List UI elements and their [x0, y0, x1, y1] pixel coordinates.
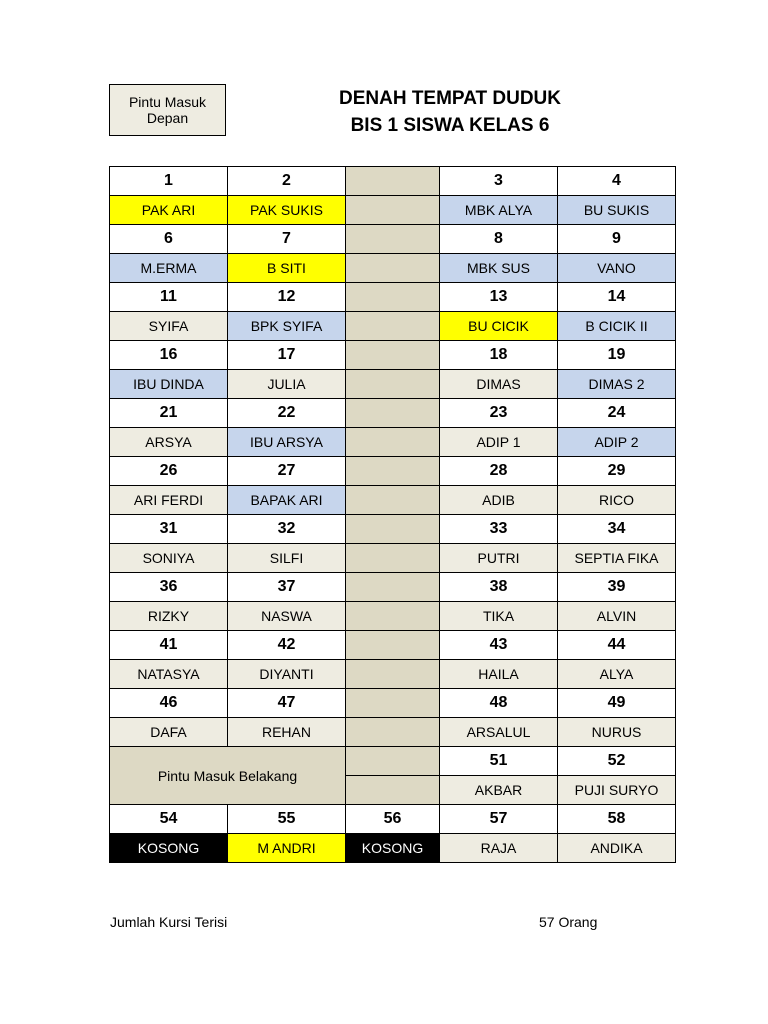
front-door-line2: Depan — [146, 110, 189, 126]
page-title: DENAH TEMPAT DUDUK — [338, 88, 561, 109]
passenger-name: BU CICIK — [440, 312, 558, 341]
aisle — [346, 660, 440, 689]
seat-number-row — [110, 399, 676, 428]
passenger-name: IBU DINDA — [110, 370, 228, 399]
passenger-name: DAFA — [110, 718, 228, 747]
seat-number: 43 — [440, 631, 558, 660]
passenger-name-row — [110, 486, 676, 515]
aisle — [346, 428, 440, 457]
seat-number: 49 — [558, 689, 676, 718]
seating-chart-table — [109, 166, 676, 863]
seat-number: 21 — [110, 399, 228, 428]
seat-number: 1 — [110, 167, 228, 196]
seat-number: 57 — [440, 805, 558, 834]
passenger-name: M ANDRI — [228, 834, 346, 863]
aisle — [346, 776, 440, 805]
passenger-name: MBK SUS — [440, 254, 558, 283]
seat-number: 48 — [440, 689, 558, 718]
passenger-name: MBK ALYA — [440, 196, 558, 225]
seat-number: 44 — [558, 631, 676, 660]
aisle — [346, 399, 440, 428]
passenger-name: BU SUKIS — [558, 196, 676, 225]
passenger-name: JULIA — [228, 370, 346, 399]
seat-number: 2 — [228, 167, 346, 196]
seat-number: 23 — [440, 399, 558, 428]
passenger-name: RAJA — [440, 834, 558, 863]
seat-number-row — [110, 283, 676, 312]
seat-number: 27 — [228, 457, 346, 486]
passenger-name: SEPTIA FIKA — [558, 544, 676, 573]
aisle — [346, 167, 440, 196]
seat-number: 19 — [558, 341, 676, 370]
aisle — [346, 370, 440, 399]
seat-number: 13 — [440, 283, 558, 312]
seat-number: 9 — [558, 225, 676, 254]
seat-number: 14 — [558, 283, 676, 312]
seat-number: 39 — [558, 573, 676, 602]
seat-number: 11 — [110, 283, 228, 312]
seat-number: 47 — [228, 689, 346, 718]
passenger-name: ADIP 1 — [440, 428, 558, 457]
passenger-name: AKBAR — [440, 776, 558, 805]
passenger-name-row — [110, 196, 676, 225]
aisle — [346, 457, 440, 486]
passenger-name: ARSALUL — [440, 718, 558, 747]
back-door-row — [110, 747, 676, 776]
front-door-label — [109, 84, 226, 136]
aisle — [346, 747, 440, 776]
passenger-name-row — [110, 254, 676, 283]
passenger-name-row — [110, 834, 676, 863]
aisle — [346, 515, 440, 544]
seat-number-row — [110, 805, 676, 834]
aisle — [346, 225, 440, 254]
seat-number: 41 — [110, 631, 228, 660]
seat-number: 58 — [558, 805, 676, 834]
seat-number-row — [110, 225, 676, 254]
passenger-name: KOSONG — [110, 834, 228, 863]
seat-number: 29 — [558, 457, 676, 486]
seat-number: 8 — [440, 225, 558, 254]
seat-number: 4 — [558, 167, 676, 196]
passenger-name: B CICIK II — [558, 312, 676, 341]
passenger-name-row — [110, 544, 676, 573]
seat-number: 26 — [110, 457, 228, 486]
seat-number: 51 — [440, 747, 558, 776]
passenger-name: DIMAS — [440, 370, 558, 399]
passenger-name: IBU ARSYA — [228, 428, 346, 457]
seat-number: 24 — [558, 399, 676, 428]
seat-number: 52 — [558, 747, 676, 776]
aisle — [346, 544, 440, 573]
seat-number: 42 — [228, 631, 346, 660]
seat-number: 7 — [228, 225, 346, 254]
passenger-name: NASWA — [228, 602, 346, 631]
occupied-seats-count: 57 Orang — [539, 914, 598, 930]
seat-number: 56 — [346, 805, 440, 834]
aisle — [346, 486, 440, 515]
passenger-name: RICO — [558, 486, 676, 515]
seat-number-row — [110, 167, 676, 196]
passenger-name-row — [110, 370, 676, 399]
passenger-name: BAPAK ARI — [228, 486, 346, 515]
aisle — [346, 573, 440, 602]
aisle — [346, 631, 440, 660]
passenger-name: ARI FERDI — [110, 486, 228, 515]
passenger-name: NATASYA — [110, 660, 228, 689]
passenger-name: ADIP 2 — [558, 428, 676, 457]
passenger-name: NURUS — [558, 718, 676, 747]
passenger-name: DIMAS 2 — [558, 370, 676, 399]
page-subtitle: BIS 1 SISWA KELAS 6 — [350, 115, 550, 136]
aisle — [346, 312, 440, 341]
passenger-name: ARSYA — [110, 428, 228, 457]
passenger-name: B SITI — [228, 254, 346, 283]
passenger-name: TIKA — [440, 602, 558, 631]
seat-number: 55 — [228, 805, 346, 834]
passenger-name: PUTRI — [440, 544, 558, 573]
passenger-name-row — [110, 428, 676, 457]
back-door-label: Pintu Masuk Belakang — [110, 747, 346, 805]
seat-number: 38 — [440, 573, 558, 602]
seat-number: 34 — [558, 515, 676, 544]
seat-number-row — [110, 573, 676, 602]
passenger-name: BPK SYIFA — [228, 312, 346, 341]
seat-number: 54 — [110, 805, 228, 834]
passenger-name: ANDIKA — [558, 834, 676, 863]
passenger-name: PAK ARI — [110, 196, 228, 225]
aisle — [346, 283, 440, 312]
passenger-name: RIZKY — [110, 602, 228, 631]
passenger-name-row — [110, 718, 676, 747]
seat-number: 46 — [110, 689, 228, 718]
seat-number: 3 — [440, 167, 558, 196]
passenger-name-row — [110, 660, 676, 689]
seat-number-row — [110, 689, 676, 718]
seat-number: 33 — [440, 515, 558, 544]
aisle — [346, 254, 440, 283]
passenger-name: ADIB — [440, 486, 558, 515]
aisle — [346, 718, 440, 747]
passenger-name-row — [110, 312, 676, 341]
aisle — [346, 341, 440, 370]
seat-number-row — [110, 631, 676, 660]
seat-number: 28 — [440, 457, 558, 486]
seat-number-row — [110, 515, 676, 544]
seat-number: 36 — [110, 573, 228, 602]
seat-number-row — [110, 341, 676, 370]
passenger-name: ALYA — [558, 660, 676, 689]
passenger-name: DIYANTI — [228, 660, 346, 689]
seat-number: 17 — [228, 341, 346, 370]
seat-number: 32 — [228, 515, 346, 544]
passenger-name: PAK SUKIS — [228, 196, 346, 225]
seat-number: 16 — [110, 341, 228, 370]
seat-number: 12 — [228, 283, 346, 312]
passenger-name: ALVIN — [558, 602, 676, 631]
seat-number: 31 — [110, 515, 228, 544]
passenger-name: M.ERMA — [110, 254, 228, 283]
passenger-name: SONIYA — [110, 544, 228, 573]
passenger-name: SILFI — [228, 544, 346, 573]
aisle — [346, 602, 440, 631]
seat-number: 6 — [110, 225, 228, 254]
passenger-name: REHAN — [228, 718, 346, 747]
passenger-name-row — [110, 602, 676, 631]
seat-number: 22 — [228, 399, 346, 428]
front-door-line1: Pintu Masuk — [128, 94, 207, 110]
aisle — [346, 689, 440, 718]
occupied-seats-label: Jumlah Kursi Terisi — [110, 914, 228, 930]
passenger-name: KOSONG — [346, 834, 440, 863]
passenger-name: HAILA — [440, 660, 558, 689]
aisle — [346, 196, 440, 225]
passenger-name: SYIFA — [110, 312, 228, 341]
seat-number: 37 — [228, 573, 346, 602]
seat-number-row — [110, 457, 676, 486]
passenger-name: PUJI SURYO — [558, 776, 676, 805]
seat-number: 18 — [440, 341, 558, 370]
passenger-name: VANO — [558, 254, 676, 283]
